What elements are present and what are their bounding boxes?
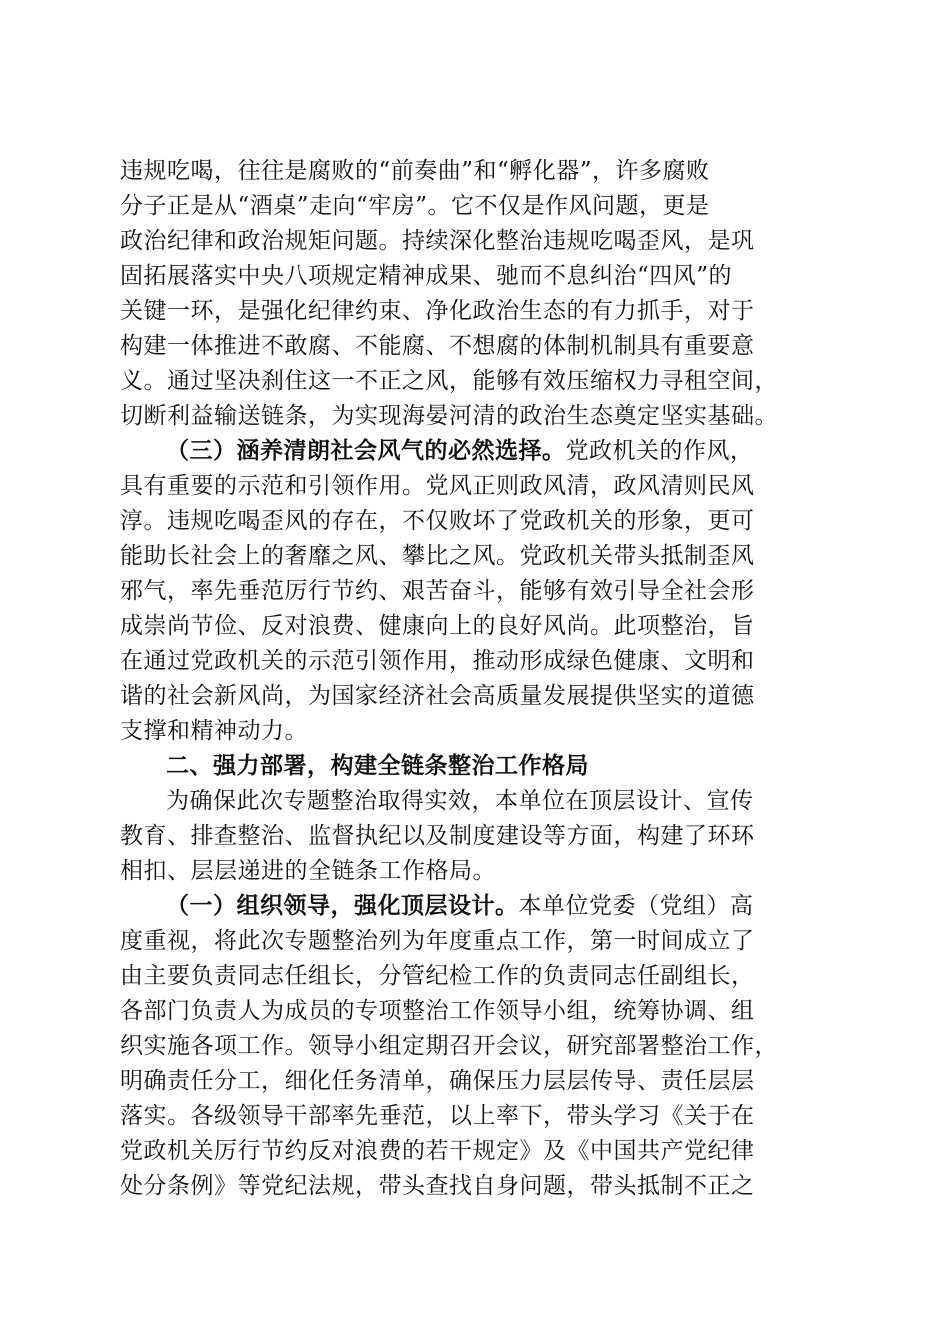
paragraph-line: 成崇尚节俭、反对浪费、健康向上的良好风尚。此项整治，旨 — [120, 613, 755, 639]
paragraph-line: 在通过党政机关的示范引领作用，推动形成绿色健康、文明和 — [120, 648, 755, 674]
paragraph-line: 教育、排查整治、监督执纪以及制度建设等方面，构建了环环 — [120, 823, 755, 849]
paragraph-line: 度重视，将此次专题整治列为年度重点工作，第一时间成立了 — [120, 928, 755, 954]
paragraph-line: 淳。违规吃喝歪风的存在，不仅败坏了党政机关的形象，更可 — [120, 508, 755, 534]
section-1-title: （一）组织领导，强化顶层设计。 — [166, 892, 519, 919]
paragraph-line: 明确责任分工，细化任务清单，确保压力层层传导、责任层层 — [120, 1068, 755, 1094]
paragraph-line: 支撑和精神动力。 — [120, 718, 308, 744]
paragraph-line: 谐的社会新风尚，为国家经济社会高质量发展提供坚实的道德 — [120, 683, 755, 709]
section-heading: 二、强力部署，构建全链条整治工作格局 — [166, 753, 589, 779]
paragraph-line: 固拓展落实中央八项规定精神成果、驰而不息纠治“四风”的 — [120, 263, 733, 289]
paragraph-line: 邪气，率先垂范厉行节约、艰苦奋斗，能够有效引导全社会形 — [120, 578, 755, 604]
paragraph-line: 为确保此次专题整治取得实效，本单位在顶层设计、宣传 — [166, 788, 754, 814]
section-1-lead: 本单位党委（党组）高 — [518, 893, 754, 919]
section-3-first-line — [166, 436, 826, 466]
paragraph-line: 落实。各级领导干部率先垂范，以上率下，带头学习《关于在 — [120, 1103, 755, 1129]
paragraph-line: 违规吃喝，往往是腐败的“前奏曲”和“孵化器”，许多腐败 — [120, 158, 710, 184]
paragraph-line: 具有重要的示范和引领作用。党风正则政风清，政风清则民风 — [120, 473, 755, 499]
section-3-lead: 党政机关的作风， — [565, 438, 754, 464]
paragraph-line: 相扣、层层递进的全链条工作格局。 — [120, 858, 496, 884]
paragraph-line: 处分条例》等党纪法规，带头查找自身问题，带头抵制不正之 — [120, 1173, 755, 1199]
paragraph-line: 切断利益输送链条，为实现海晏河清的政治生态奠定坚实基础。 — [120, 403, 778, 429]
paragraph-line: 关键一环，是强化纪律约束、净化政治生态的有力抓手，对于 — [120, 298, 755, 324]
paragraph-line: 能助长社会上的奢靡之风、攀比之风。党政机关带头抵制歪风 — [120, 543, 755, 569]
paragraph-line: 构建一体推进不敢腐、不能腐、不想腐的体制机制具有重要意 — [120, 333, 755, 359]
paragraph-line: 义。通过坚决刹住这一不正之风，能够有效压缩权力寻租空间， — [120, 368, 778, 394]
section-3-title: （三）涵养清朗社会风气的必然选择。 — [166, 437, 566, 464]
paragraph-line: 由主要负责同志任组长，分管纪检工作的负责同志任副组长， — [120, 963, 755, 989]
paragraph-line: 分子正是从“酒桌”走向“牢房”。它不仅是作风问题，更是 — [120, 193, 710, 219]
section-1-first-line — [166, 891, 826, 921]
paragraph-line: 织实施各项工作。领导小组定期召开会议，研究部署整治工作， — [120, 1033, 778, 1059]
paragraph-line: 党政机关厉行节约反对浪费的若干规定》及《中国共产党纪律 — [120, 1138, 755, 1164]
paragraph-line: 政治纪律和政治规矩问题。持续深化整治违规吃喝歪风，是巩 — [120, 228, 755, 254]
paragraph-line: 各部门负责人为成员的专项整治工作领导小组，统筹协调、组 — [120, 998, 755, 1024]
